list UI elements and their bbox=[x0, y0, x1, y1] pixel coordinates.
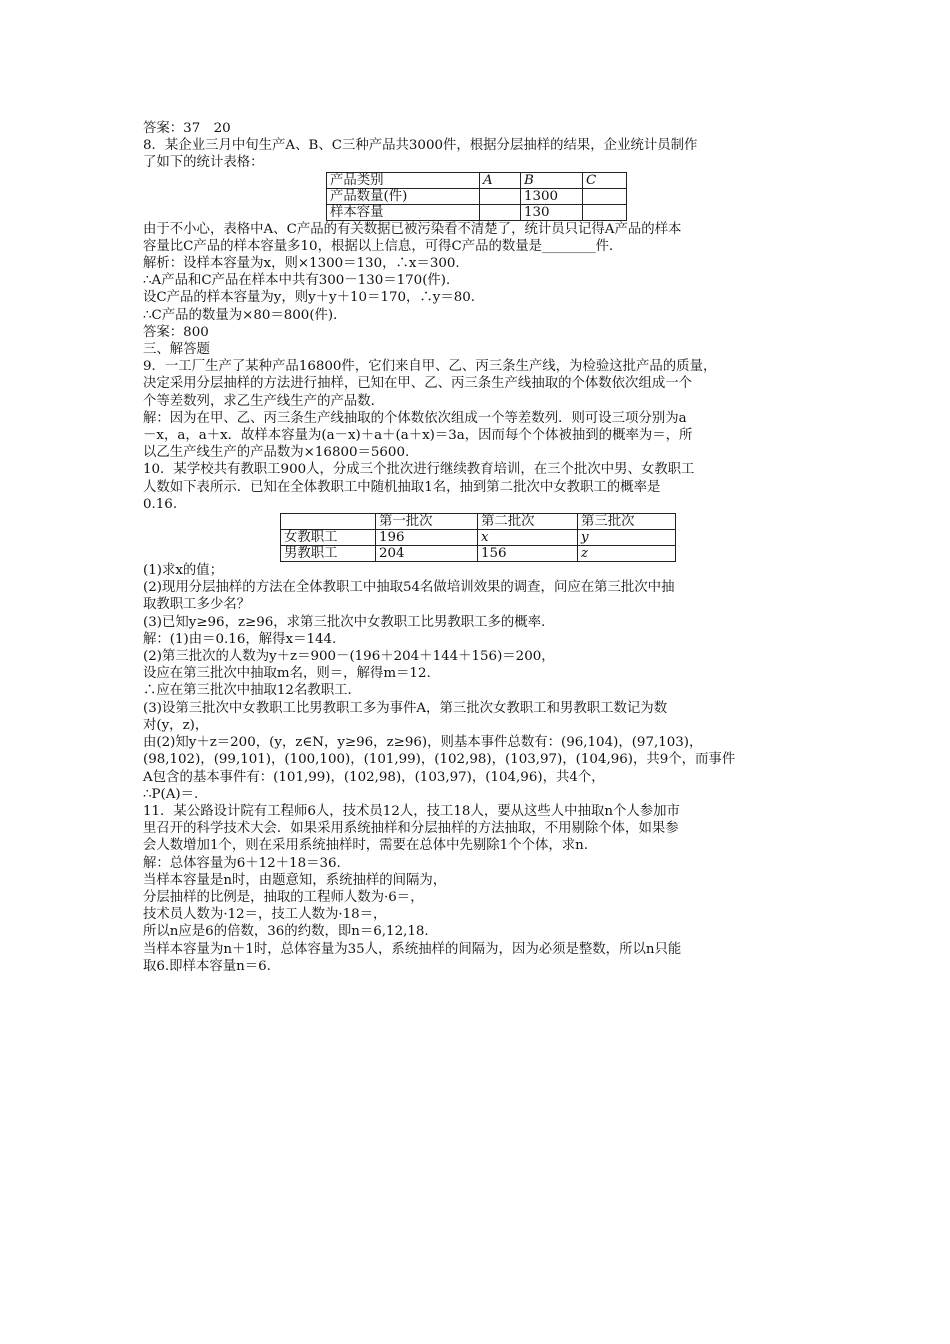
text-line: 当样本容量为n＋1时，总体容量为35人，系统抽样的间隔为，因为必须是整数，所以n只能 bbox=[143, 941, 682, 957]
text-line: 了如下的统计表格： bbox=[143, 155, 264, 171]
table-cell: 样本容量 bbox=[327, 204, 480, 220]
text-line: 以乙生产线生产的产品数为×16800＝5600. bbox=[143, 445, 410, 461]
table-cell: 男教职工 bbox=[281, 546, 376, 562]
table-cell bbox=[281, 514, 376, 530]
text-line: 设应在第三批次中抽取m名，则＝，解得m＝12. bbox=[143, 666, 431, 682]
text-line: (2)第三批次的人数为y＋z＝900－(196＋204＋144＋156)＝200， bbox=[143, 649, 555, 665]
text-line: 会人数增加1个，则在采用系统抽样时，需要在总体中先剔除1个个体，求n. bbox=[143, 838, 589, 854]
text-line: 9．一工厂生产了某种产品16800件，它们来自甲、乙、丙三条生产线，为检验这批产品的质量， bbox=[143, 359, 717, 375]
table-row bbox=[327, 172, 627, 188]
text-line: 决定采用分层抽样的方法进行抽样，已知在甲、乙、丙三条生产线抽取的个体数依次组成一个 bbox=[143, 376, 693, 392]
text-block-bottom bbox=[143, 562, 823, 975]
table-cell: B bbox=[521, 172, 583, 188]
table-cell: 第二批次 bbox=[478, 514, 578, 530]
text-line: 解：因为在甲、乙、丙三条生产线抽取的个体数依次组成一个等差数列．则可设三项分别为a bbox=[143, 410, 687, 426]
table-cell: 第三批次 bbox=[578, 514, 676, 530]
table-row bbox=[281, 546, 676, 562]
text-line: 解：(1)由＝0.16，解得x＝144. bbox=[143, 631, 337, 647]
text-line: 取教职工多少名？ bbox=[143, 597, 251, 613]
text-line: 个等差数列，求乙生产线生产的产品数． bbox=[143, 393, 385, 409]
table-cell bbox=[583, 204, 627, 220]
text-line: 取6.即样本容量n＝6. bbox=[143, 958, 271, 974]
text-line: (2)现用分层抽样的方法在全体教职工中抽取54名做培训效果的调查，问应在第三批次中抽 bbox=[143, 580, 675, 596]
table-cell bbox=[480, 188, 521, 204]
text-line: (98,102)，(99,101)，(100,100)，(101,99)，(102,98)，(103,97)，(104,96)，共9个，而事件 bbox=[143, 752, 736, 768]
table-cell: 产品类别 bbox=[327, 172, 480, 188]
document-page bbox=[143, 120, 823, 975]
text-line: 解析：设样本容量为x，则×1300＝130，∴x＝300. bbox=[143, 256, 460, 272]
text-line: 里召开的科学技术大会．如果采用系统抽样和分层抽样的方法抽取，不用剔除个体，如果参 bbox=[143, 821, 679, 837]
text-line: －x，a，a＋x．故样本容量为(a－x)＋a＋(a＋x)＝3a，因而每个个体被抽到的概率为＝，所 bbox=[143, 428, 693, 444]
text-line: (3)设第三批次中女教职工比男教职工多为事件A，第三批次女教职工和男教职工数记为数 bbox=[143, 700, 668, 716]
table-cell: x bbox=[478, 530, 578, 546]
table-row bbox=[327, 188, 627, 204]
text-line: 人数如下表所示．已知在全体教职工中随机抽取1名，抽到第二批次中女教职工的概率是 bbox=[143, 479, 661, 495]
text-line: A包含的基本事件有：(101,99)，(102,98)，(103,97)，(104,96)，共4个， bbox=[143, 769, 605, 785]
text-line: 10．某学校共有教职工900人，分成三个批次进行继续教育培训，在三个批次中男、女教职工 bbox=[143, 462, 695, 478]
text-line: 所以n应是6的倍数，36的约数，即n＝6,12,18. bbox=[143, 924, 429, 940]
text-block-top bbox=[143, 120, 823, 172]
table-cell bbox=[583, 188, 627, 204]
text-line: 三、解答题 bbox=[143, 342, 210, 358]
table-row bbox=[281, 514, 676, 530]
text-line: 由(2)知y＋z＝200，(y，z∈N，y≥96，z≥96)，则基本事件总数有：(96,104)，(97,103)， bbox=[143, 735, 703, 751]
table-row bbox=[281, 530, 676, 546]
table-cell: 156 bbox=[478, 546, 578, 562]
text-line: 设C产品的样本容量为y，则y＋y＋10＝170，∴y＝80. bbox=[143, 290, 476, 306]
table-cell: 产品数量(件) bbox=[327, 188, 480, 204]
text-line: 由于不小心，表格中A、C产品的有关数据已被污染看不清楚了，统计员只记得A产品的样本 bbox=[143, 221, 682, 237]
text-line: ∴A产品和C产品在样本中共有300－130＝170(件)． bbox=[143, 273, 460, 289]
table-cell: 196 bbox=[376, 530, 478, 546]
table-cell: z bbox=[578, 546, 676, 562]
text-line: 容量比C产品的样本容量多10，根据以上信息，可得C产品的数量是________件． bbox=[143, 238, 623, 254]
text-line: 对(y，z)， bbox=[143, 717, 209, 733]
table-cell: 130 bbox=[521, 204, 583, 220]
table-row bbox=[327, 204, 627, 220]
text-line: ∴P(A)＝. bbox=[143, 786, 199, 802]
text-line: 技术员人数为·12＝，技工人数为·18＝， bbox=[143, 907, 387, 923]
text-line: ∴应在第三批次中抽取12名教职工． bbox=[143, 683, 361, 699]
text-line: 答案：800 bbox=[143, 324, 209, 340]
text-block-middle bbox=[143, 221, 823, 513]
table-cell: 204 bbox=[376, 546, 478, 562]
text-line: (3)已知y≥96，z≥96，求第三批次中女教职工比男教职工多的概率． bbox=[143, 614, 555, 630]
table-cell: C bbox=[583, 172, 627, 188]
table-cell: A bbox=[480, 172, 521, 188]
text-line: 8．某企业三月中旬生产A、B、C三种产品共3000件，根据分层抽样的结果，企业统计员制作 bbox=[143, 138, 698, 154]
text-line: ∴C产品的数量为×80＝800(件)． bbox=[143, 307, 347, 323]
staff-batch-table bbox=[280, 513, 676, 562]
table-cell: y bbox=[578, 530, 676, 546]
table-cell: 第一批次 bbox=[376, 514, 478, 530]
text-line: 11．某公路设计院有工程师6人，技术员12人，技工18人，要从这些人中抽取n个人参加市 bbox=[143, 803, 680, 819]
text-line: 分层抽样的比例是，抽取的工程师人数为·6＝， bbox=[143, 889, 424, 905]
text-line: 答案：37 20 bbox=[143, 121, 231, 136]
table-cell: 女教职工 bbox=[281, 530, 376, 546]
text-line: 解：总体容量为6＋12＋18＝36. bbox=[143, 855, 341, 871]
text-line: (1)求x的值； bbox=[143, 563, 224, 579]
table-cell bbox=[480, 204, 521, 220]
text-line: 0.16. bbox=[143, 496, 178, 512]
text-line: 当样本容量是n时，由题意知，系统抽样的间隔为， bbox=[143, 872, 447, 888]
product-stats-table bbox=[326, 172, 627, 221]
table-cell: 1300 bbox=[521, 188, 583, 204]
